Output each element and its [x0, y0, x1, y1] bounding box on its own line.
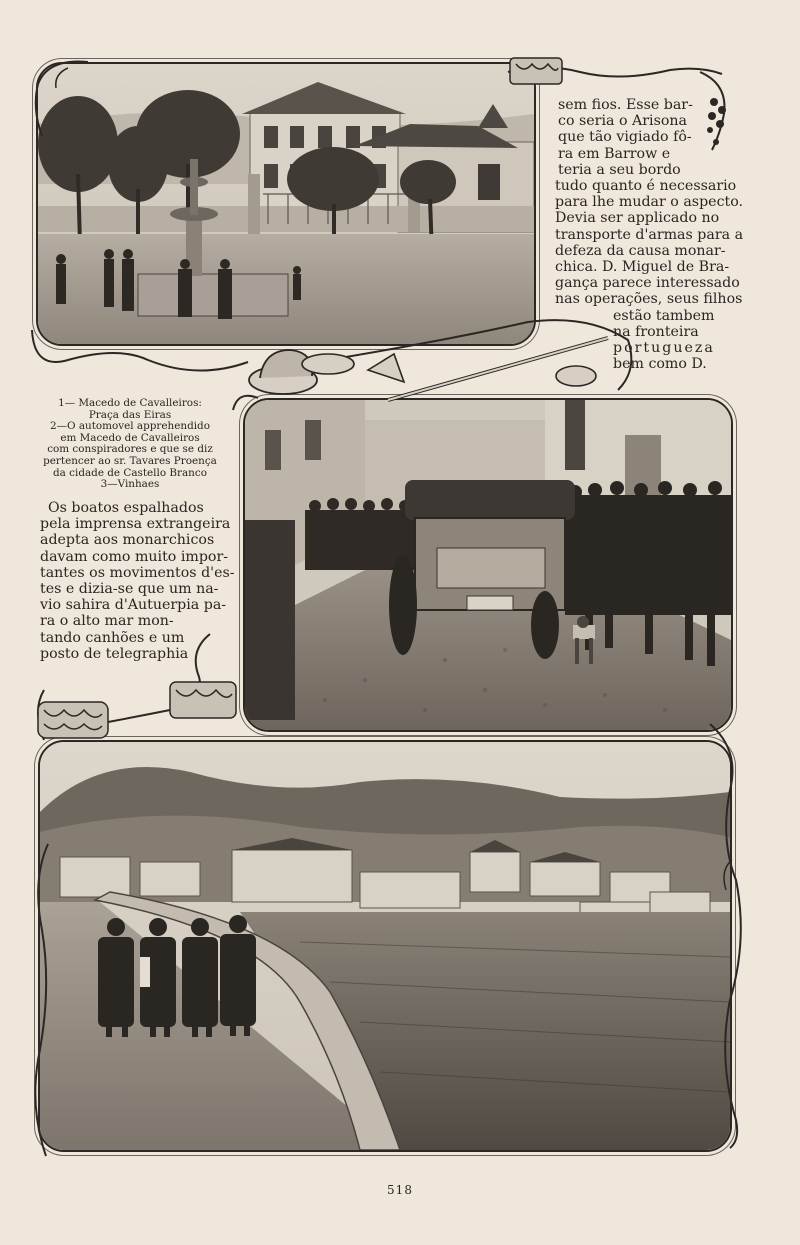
article-line: na fronteira — [613, 323, 699, 340]
article-line: sem fios. Esse bar- — [558, 97, 693, 113]
village-hillside-men-photo — [40, 742, 730, 1150]
article-line: Os boatos espalhados — [48, 500, 204, 516]
caption-line: pertencer ao sr. Tavares Proença — [43, 454, 217, 467]
ornament-flourish-left-bottom — [28, 840, 58, 1160]
article-left-column — [40, 500, 235, 662]
article-line: davam como muito impor- — [40, 548, 229, 565]
article-line: posto de telegraphia — [40, 645, 189, 662]
article-line: transporte d'armas para a — [555, 226, 744, 243]
article-line: portugueza — [613, 340, 715, 357]
article-line: vio sahira d'Autuerpia pa- — [40, 597, 227, 614]
article-line: ra o alto mar mon- — [40, 613, 174, 630]
flourish-icon — [28, 840, 58, 1160]
caption-line: da cidade de Castello Branco — [53, 466, 207, 479]
article-line: nas operações, seus filhos — [555, 291, 743, 308]
flourish-icon — [28, 54, 98, 144]
article-line: pela imprensa extrangeira — [40, 516, 231, 533]
article-right-column — [555, 97, 755, 372]
photo-praca-das-eiras — [36, 62, 536, 346]
automobile-street-crowd-photo — [245, 400, 731, 730]
article-line: adepta aos monarchicos — [40, 532, 215, 549]
caption-line: 2—O automovel apprehendido — [50, 420, 210, 433]
photo-vinhaes — [38, 740, 732, 1152]
photo-caption — [30, 398, 230, 491]
article-line: tantes os movimentos d'es- — [40, 564, 235, 581]
page-number: 518 — [387, 1183, 413, 1197]
ornament-flourish-top-left — [28, 54, 98, 144]
caption-line: 1— Macedo de Cavalleiros: — [58, 397, 202, 409]
article-line: Devia ser applicado no — [555, 210, 720, 227]
flourish-icon — [700, 720, 750, 1150]
caption-line: com conspiradores e que se diz — [47, 443, 213, 456]
article-line: que tão vigiado fô- — [558, 129, 692, 146]
article-line: ra em Barrow e — [558, 145, 671, 162]
article-line: gança parece interessado — [555, 275, 740, 292]
article-line: tudo quanto é necessario — [555, 178, 737, 195]
article-line: tando canhões e um — [40, 629, 185, 646]
ornament-flourish-right — [700, 720, 750, 1150]
article-line: defeza da causa monar- — [555, 242, 726, 259]
caption-line: em Macedo de Cavalleiros — [60, 431, 200, 444]
caption-line: Praça das Eiras — [88, 408, 172, 421]
article-line: chica. D. Miguel de Bra- — [555, 259, 730, 276]
article-line: teria a seu bordo — [558, 161, 681, 178]
caption-line: 3—Vinhaes — [100, 478, 160, 491]
photo-automovel-apprehendido — [243, 398, 733, 732]
town-square-fountain-photo — [38, 64, 534, 344]
article-line: co seria o Arisona — [558, 113, 687, 130]
article-line: estão tambem — [613, 307, 715, 324]
article-line: bem como D. — [613, 356, 707, 373]
article-line: para lhe mudar o aspecto. — [555, 194, 744, 211]
article-line: tes e dizia-se que um na- — [40, 581, 219, 598]
